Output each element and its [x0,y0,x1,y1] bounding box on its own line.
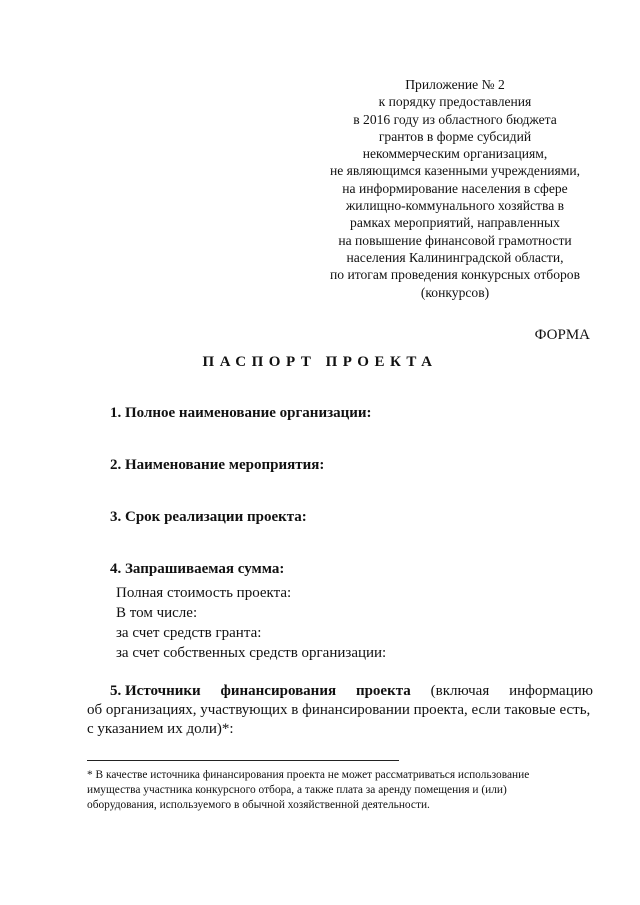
appendix-line: на информирование населения в сфере [342,180,568,196]
appendix-line: на повышение финансовой грамотности [338,232,572,248]
appendix-line: рамках мероприятий, направленных [350,215,560,231]
footnote-line: имущества участника конкурсного отбора, а также плата за аренду помещения и (или) [87,784,507,796]
section-event-name: 2. Наименование мероприятия: [110,457,325,473]
footnote-separator [87,760,399,761]
amount-line-own-funds: за счет собственных средств организации: [116,645,387,661]
appendix-line: в 2016 году из областного бюджета [353,111,557,127]
appendix-header [310,76,600,301]
section-funding-sources [87,682,593,739]
funding-word: проекта [355,683,411,699]
appendix-line: грантов в форме субсидий [378,128,532,144]
amount-line-including: В том числе: [116,605,198,621]
funding-sources-line-1 [87,682,593,701]
appendix-line: некоммерческим организациям, [362,146,548,162]
appendix-line: к порядку предоставления [378,94,532,110]
funding-word: информацию [509,683,593,699]
section-requested-amount: 4. Запрашиваемая сумма: [110,561,285,577]
amounts-list [116,583,386,663]
section-organization-name: 1. Полное наименование организации: [110,405,372,421]
form-label: ФОРМА [534,327,590,343]
appendix-line: по итогам проведения конкурсных отборов [329,267,581,283]
amount-line-grant: за счет средств гранта: [116,625,262,641]
funding-sources-line-3: с указанием их доли)*: [87,721,234,737]
funding-word: (включая [430,683,490,699]
appendix-line: населения Калининградской области, [346,249,564,265]
funding-word: финансирования [220,683,337,699]
section-project-term: 3. Срок реализации проекта: [110,509,307,525]
appendix-line: не являющимся казенными учреждениями, [329,163,581,179]
footnote-line: оборудования, используемого в обычной хозяйственной деятельности. [87,799,430,811]
footnote [87,768,593,813]
funding-word: 5. Источники [110,683,201,699]
footnote-line: * В качестве источника финансирования проекта не может рассматриваться использование [87,769,530,781]
amount-line-total: Полная стоимость проекта: [116,585,292,601]
appendix-line: Приложение № 2 [405,77,505,92]
document-title: ПАСПОРТ ПРОЕКТА [202,354,438,370]
appendix-line: (конкурсов) [420,284,490,300]
appendix-line: жилищно-коммунального хозяйства в [345,198,565,214]
funding-sources-line-2: об организациях, участвующих в финансировании проекта, если таковые есть, [87,702,591,718]
